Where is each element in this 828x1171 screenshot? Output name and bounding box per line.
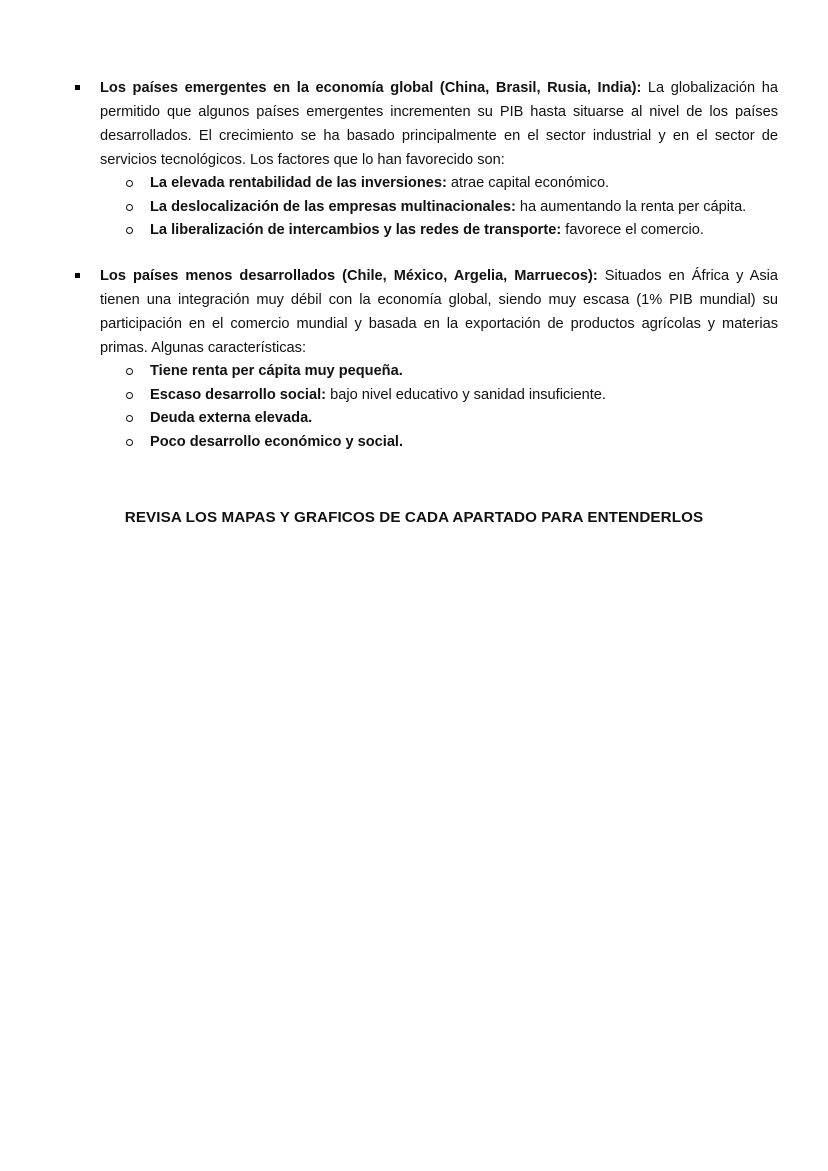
list-item-text: favorece el comercio. xyxy=(565,222,704,238)
list-item xyxy=(75,384,778,408)
section-text: Situados en África y Asia tienen una integración muy débil con la economía global, siendo muy escasa (1% PIB mundial) su participación en el comercio mundial y basada en la exportación de productos agrícolas y materias primas. Algunas características: xyxy=(100,268,778,356)
list-item xyxy=(75,431,778,455)
circle-bullet-icon xyxy=(126,180,133,187)
bullet-paragraph xyxy=(75,76,778,172)
circle-bullet-icon xyxy=(126,415,133,422)
circle-bullet-icon xyxy=(126,392,133,399)
list-item-lead: Escaso desarrollo social: xyxy=(150,386,327,403)
list-item xyxy=(75,196,778,220)
section-least-developed-countries xyxy=(75,264,778,454)
list-item-lead: La elevada rentabilidad de las inversiones: xyxy=(150,175,447,191)
list-item-lead: Tiene renta per cápita muy pequeña. xyxy=(150,363,403,379)
list-item xyxy=(75,172,778,196)
factor-list xyxy=(75,172,778,243)
section-text: La globalización ha permitido que algunos países emergentes incrementen su PIB hasta situarse al nivel de los países desarrollados. El crecimiento se ha basado principalmente en el sector industrial y en el sector de servicios tecnológicos. Los factores que lo han favorecido son: xyxy=(100,80,778,168)
list-item xyxy=(75,360,778,384)
circle-bullet-icon xyxy=(126,227,133,234)
square-bullet-icon xyxy=(75,85,80,90)
list-item-lead: Poco desarrollo económico y social. xyxy=(150,433,404,450)
bullet-paragraph xyxy=(75,264,778,360)
list-item-lead: Deuda externa elevada. xyxy=(150,410,313,426)
characteristics-list xyxy=(75,360,778,454)
review-note-heading: REVISA LOS MAPAS Y GRAFICOS DE CADA APARTADO PARA ENTENDERLOS xyxy=(124,509,704,526)
square-bullet-icon xyxy=(75,273,80,278)
list-item-text: bajo nivel educativo y sanidad insuficiente. xyxy=(330,386,606,403)
list-item-text: atrae capital económico. xyxy=(450,175,610,191)
list-item-text: ha aumentando la renta per cápita. xyxy=(519,198,747,215)
list-item xyxy=(75,407,778,431)
list-item-lead: La deslocalización de las empresas multinacionales: xyxy=(150,198,516,215)
list-item xyxy=(75,219,778,243)
section-emerging-countries xyxy=(75,76,778,243)
circle-bullet-icon xyxy=(126,204,133,211)
circle-bullet-icon xyxy=(126,439,133,446)
list-item-lead: La liberalización de intercambios y las redes de transporte: xyxy=(150,222,562,238)
section-heading: Los países emergentes en la economía global (China, Brasil, Rusia, India): xyxy=(100,80,642,96)
circle-bullet-icon xyxy=(126,368,133,375)
section-heading: Los países menos desarrollados (Chile, México, Argelia, Marruecos): xyxy=(100,268,598,284)
